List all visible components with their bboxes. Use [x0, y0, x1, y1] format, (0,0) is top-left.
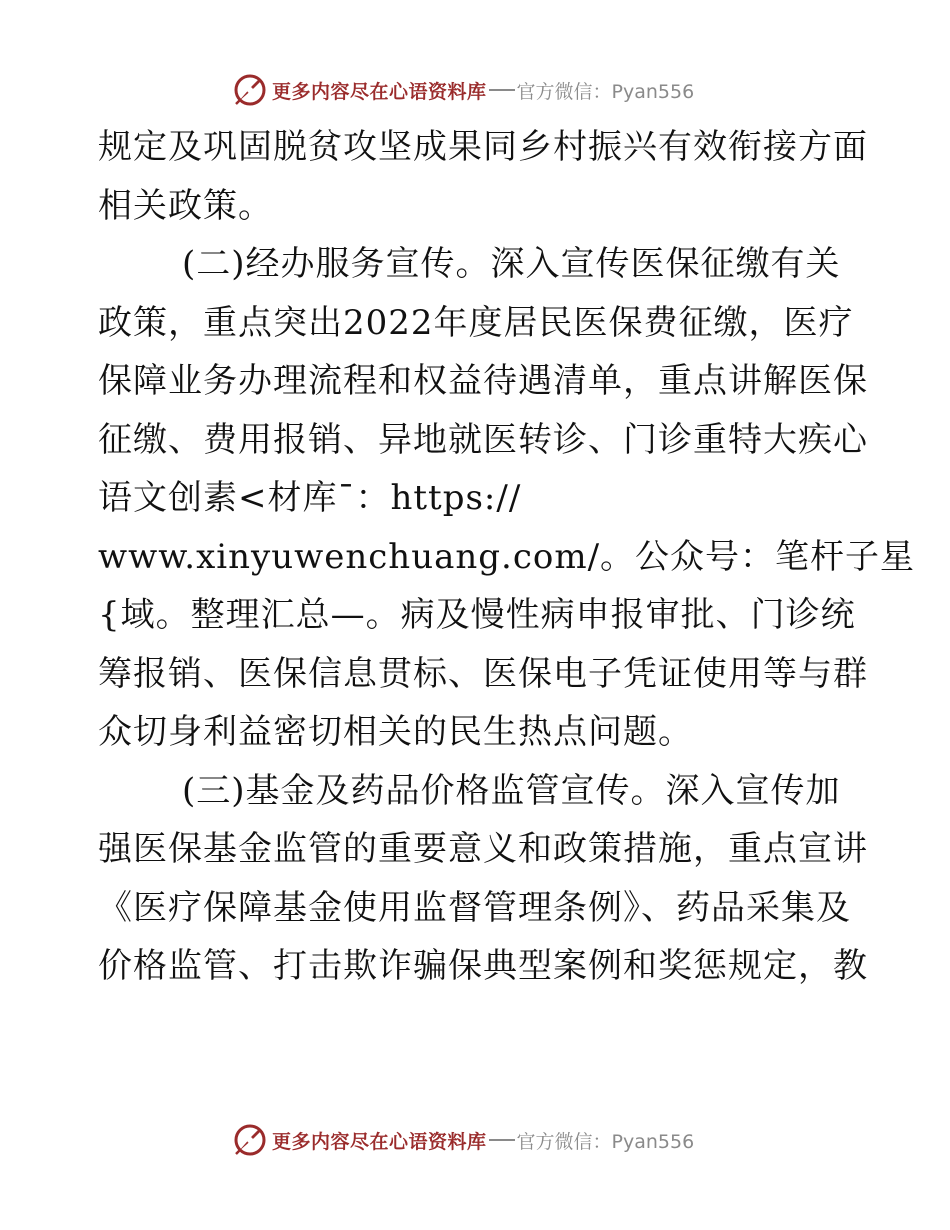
text-line: 强医保基金监管的重要意义和政策措施，重点宣讲	[98, 829, 868, 869]
header-banner-contact: 官方微信：Pyan556	[516, 80, 695, 103]
footer-banner-contact: 官方微信：Pyan556	[516, 1130, 695, 1153]
footer-banner	[232, 1120, 732, 1160]
paragraph-3	[98, 762, 868, 996]
text-line: www.xinyuwenchuang.com/。公众号：笔杆子星	[98, 536, 916, 577]
footer-banner-separator	[489, 1139, 515, 1141]
header-banner-text: 更多内容尽在心语资料库	[272, 80, 487, 103]
text-line: (二)经办服务宣传。深入宣传医保征缴有关	[182, 244, 841, 284]
quill-pen-logo-icon	[232, 72, 268, 108]
text-line: 语文创素<材库¯：https://	[98, 478, 522, 518]
quill-pen-logo-icon	[232, 1122, 268, 1158]
document-body	[98, 118, 916, 996]
text-line: 相关政策。	[98, 185, 273, 226]
text-line: 征缴、费用报销、异地就医转诊、门诊重特大疾心	[98, 419, 868, 460]
text-line: 价格监管、打击欺诈骗保典型案例和奖惩规定，教	[98, 946, 868, 986]
text-line: 众切身利益密切相关的民生热点问题。	[98, 712, 693, 752]
text-line: 筹报销、医保信息贯标、医保电子凭证使用等与群	[98, 653, 868, 694]
text-line: 政策，重点突出2022年度居民医保费征缴，医疗	[98, 302, 854, 343]
text-line: 保障业务办理流程和权益待遇清单，重点讲解医保	[98, 361, 868, 401]
text-line: {域。整理汇总—。病及慢性病申报审批、门诊统	[98, 595, 856, 635]
text-line: 《医疗保障基金使用监督管理条例》、药品采集及	[98, 887, 851, 928]
paragraph-1	[98, 118, 868, 235]
header-banner-separator	[489, 89, 515, 91]
text-line: 规定及巩固脱贫攻坚成果同乡村振兴有效衔接方面	[98, 127, 868, 167]
text-line: (三)基金及药品价格监管宣传。深入宣传加	[182, 770, 841, 811]
footer-banner-text: 更多内容尽在心语资料库	[272, 1130, 487, 1153]
paragraph-2	[98, 235, 916, 762]
header-banner	[232, 70, 732, 110]
